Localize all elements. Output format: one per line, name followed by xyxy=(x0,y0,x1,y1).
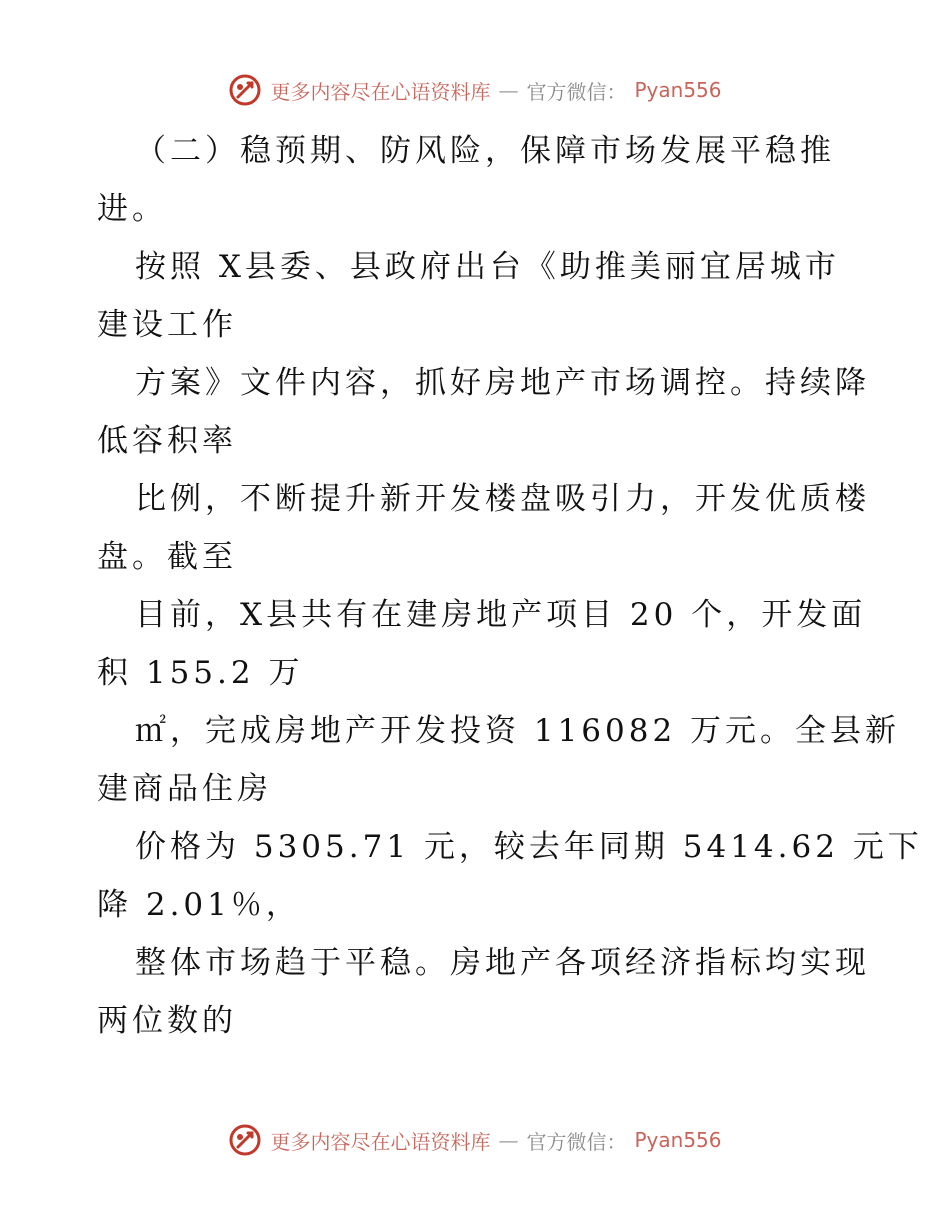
text-line: 进。 xyxy=(97,191,167,227)
watermark-label: 官方微信： xyxy=(526,79,627,104)
watermark-wechat-id: Pyan556 xyxy=(634,78,722,102)
document-body xyxy=(97,122,923,1050)
header-watermark xyxy=(0,70,950,110)
watermark-wechat-id: Pyan556 xyxy=(634,1128,722,1152)
text-line: ㎡，完成房地产开发投资 116082 万元。全县新 xyxy=(135,713,901,749)
text-line: 目前，X县共有在建房地产项目 20 个，开发面 xyxy=(135,597,867,633)
text-line: 盘。截至 xyxy=(97,539,237,575)
text-line: 比例，不断提升新开发楼盘吸引力，开发优质楼 xyxy=(135,481,870,517)
text-line: 积 155.2 万 xyxy=(97,655,304,691)
watermark-brand: 更多内容尽在心语资料库 xyxy=(270,1129,491,1154)
watermark-separator: — xyxy=(498,78,519,102)
text-line: 建商品住房 xyxy=(97,771,272,807)
watermark-label: 官方微信： xyxy=(526,1129,627,1154)
watermark-brand: 更多内容尽在心语资料库 xyxy=(270,79,491,104)
text-line: 降 2.01％， xyxy=(97,887,301,923)
text-line: 建设工作 xyxy=(97,307,237,343)
brand-logo-icon xyxy=(228,73,262,107)
text-line: 低容积率 xyxy=(97,423,237,459)
text-line: 整体市场趋于平稳。房地产各项经济指标均实现 xyxy=(135,945,870,981)
text-line: （二）稳预期、防风险，保障市场发展平稳推 xyxy=(135,133,835,169)
footer-watermark xyxy=(0,1120,950,1160)
text-line: 两位数的 xyxy=(97,1003,237,1039)
watermark-separator: — xyxy=(498,1128,519,1152)
text-line: 按照 X县委、县政府出台《助推美丽宜居城市 xyxy=(135,249,840,285)
text-line: 价格为 5305.71 元，较去年同期 5414.62 元下 xyxy=(135,829,923,865)
brand-logo-icon xyxy=(228,1123,262,1157)
text-line: 方案》文件内容，抓好房地产市场调控。持续降 xyxy=(135,365,870,401)
